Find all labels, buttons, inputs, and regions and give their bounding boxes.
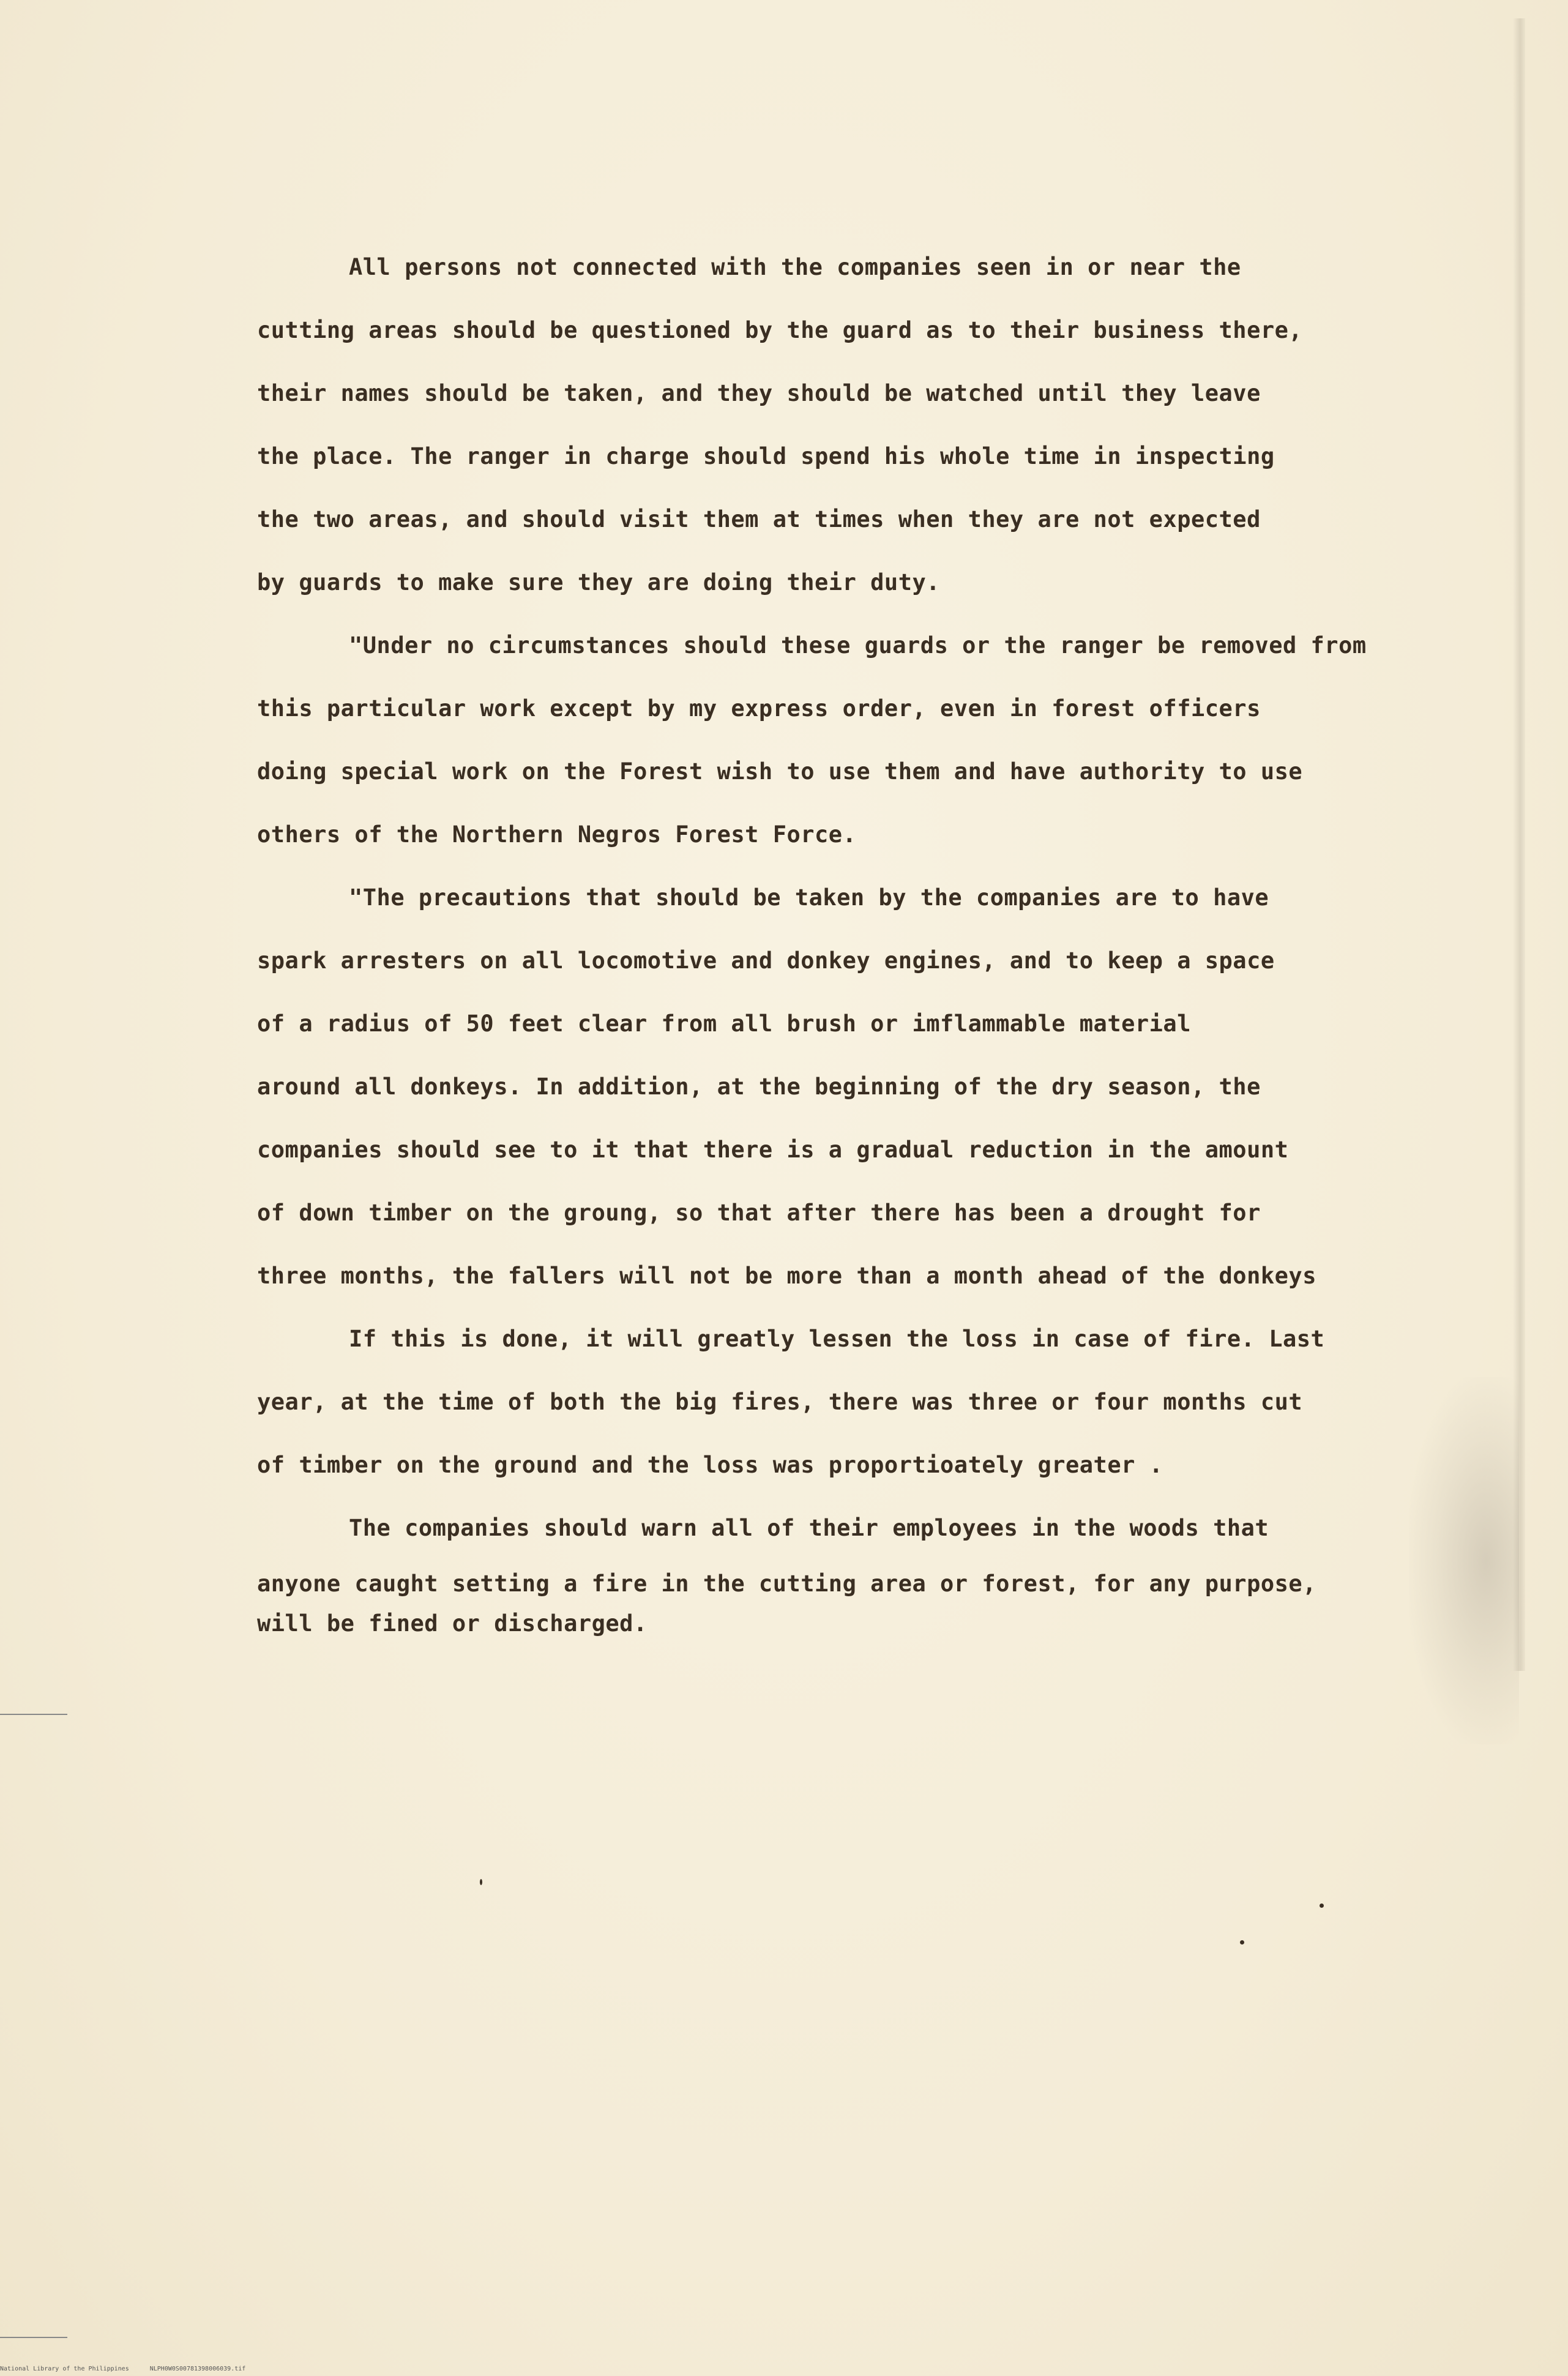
paragraph-5 [257, 1496, 1444, 1639]
text-line: around all donkeys. In addition, at the beginning of the dry season, the [257, 1074, 1261, 1100]
text-line: of a radius of 50 feet clear from all brush or imflammable material [257, 1011, 1191, 1037]
text-line: The companies should warn all of their employees in the woods that [349, 1515, 1269, 1541]
text-line: "The precautions that should be taken by the companies are to have [349, 884, 1269, 911]
text-line: will be fined or discharged. [257, 1610, 648, 1637]
text-line: of down timber on the groung, so that after there has been a drought for [257, 1200, 1261, 1226]
text-line: spark arresters on all locomotive and donkey engines, and to keep a space [257, 947, 1275, 974]
footer-institution: National Library of the Philippines [0, 2366, 129, 2372]
text-line: cutting areas should be questioned by the guard as to their business there, [257, 317, 1303, 343]
text-line: anyone caught setting a fire in the cutting area or forest, for any purpose, [257, 1571, 1316, 1597]
paragraph-4 [257, 1307, 1444, 1496]
text-line: by guards to make sure they are doing their duty. [257, 569, 941, 596]
margin-tick [0, 1714, 67, 1715]
paragraph-2 [257, 614, 1444, 866]
scan-speck [1240, 1940, 1244, 1945]
text-line: the two areas, and should visit them at times when they are not expected [257, 506, 1261, 532]
text-line: companies should see to it that there is a gradual reduction in the amount [257, 1137, 1289, 1163]
text-line: the place. The ranger in charge should spend his whole time in inspecting [257, 443, 1275, 469]
text-line: three months, the fallers will not be more than a month ahead of the donkeys [257, 1263, 1316, 1289]
scan-footer [0, 2366, 263, 2372]
scan-speck [480, 1879, 482, 1885]
text-line: their names should be taken, and they should be watched until they leave [257, 380, 1261, 406]
typewritten-text [257, 236, 1444, 1639]
text-line: doing special work on the Forest wish to use them and have authority to use [257, 758, 1303, 785]
text-line: year, at the time of both the big fires, there was three or four months cut [257, 1389, 1303, 1415]
scan-speck [1320, 1903, 1324, 1908]
text-line: "Under no circumstances should these guards or the ranger be removed from [349, 632, 1367, 659]
margin-tick [0, 2337, 67, 2338]
paragraph-1 [257, 236, 1444, 614]
text-line: If this is done, it will greatly lessen the loss in case of fire. Last [349, 1326, 1325, 1352]
footer-file-id: NLPH0W0S00781398006039.tif [149, 2366, 246, 2372]
paragraph-3 [257, 866, 1444, 1307]
text-line: of timber on the ground and the loss was proportioately greater . [257, 1452, 1163, 1478]
text-line: others of the Northern Negros Forest Force. [257, 821, 857, 848]
text-line: this particular work except by my express order, even in forest officers [257, 695, 1261, 722]
text-line: All persons not connected with the companies seen in or near the [349, 254, 1241, 280]
